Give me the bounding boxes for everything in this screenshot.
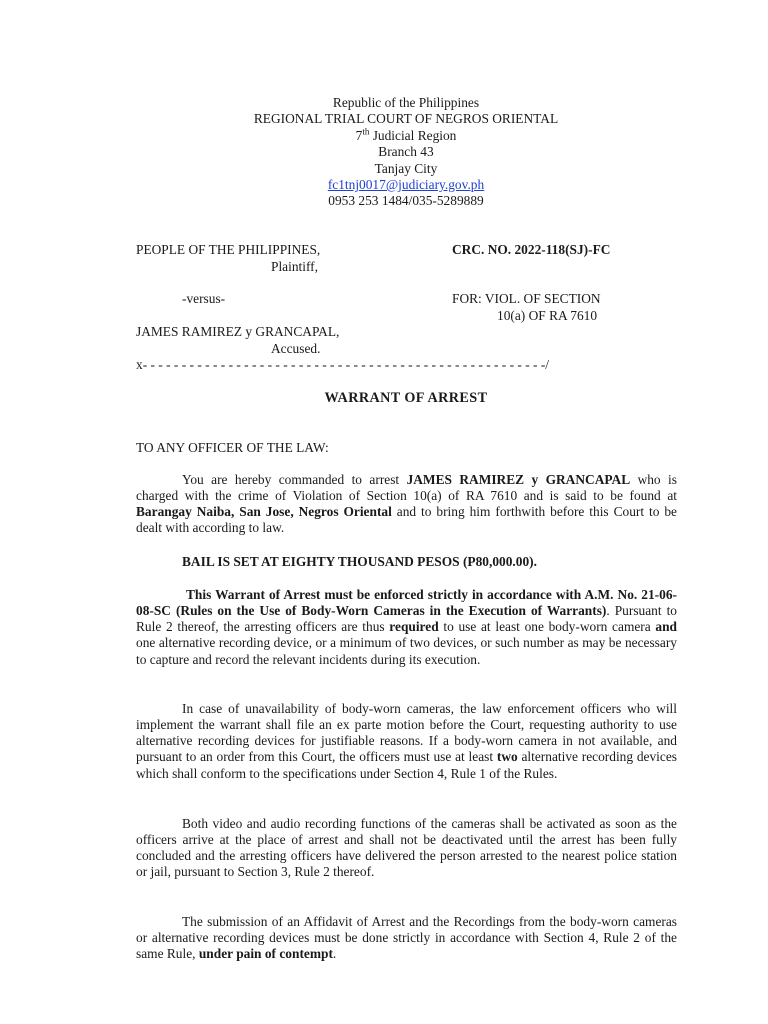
header-email[interactable] [0,177,768,193]
email-link[interactable]: fc1tnj0017@judiciary.gov.ph [327,177,485,192]
plaintiff-name: PEOPLE OF THE PHILIPPINES, [136,242,321,257]
header-city: Tanjay City [374,161,438,176]
case-number: CRC. NO. 2022-118(SJ)-FC [452,242,611,257]
header-court: REGIONAL TRIAL COURT OF NEGROS ORIENTAL [253,111,559,126]
paragraph-recording-functions: Both video and audio recording functions of the cameras shall be activated as soon as the officers arrive at the place of arrest and shall not be deactivated until the arrest has been fully concluded and the arresting officers have delivered the person arrested to the nearest police station or jail, pursuant to Section 3, Rule 2 thereof. [136,816,677,880]
header-phone: 0953 253 1484/035-5289889 [328,193,484,208]
paragraph-unavailability: In case of unavailability of body-worn cameras, the law enforcement officers who will implement the warrant shall file an ex parte motion before the Court, requesting authority to use alternative recording devices for justifiable reasons. If a body-worn camera in not available, and pursuant to an order from this Court, the officers must use at least two alternative recording devices which shall conform to the specifications under Section 4, Rule 1 of the Rules. [136,701,677,781]
offense-line-1: FOR: VIOL. OF SECTION [452,291,601,306]
header-region: 7th Judicial Region [355,126,457,143]
plaintiff-role: Plaintiff, [271,259,318,274]
header-branch: Branch 43 [378,144,434,159]
salutation: TO ANY OFFICER OF THE LAW: [136,440,329,455]
versus-label: -versus- [182,291,226,306]
header-republic: Republic of the Philippines [332,95,480,110]
accused-name: JAMES RAMIREZ y GRANCAPAL, [136,324,340,339]
paragraph-command: You are hereby commanded to arrest JAMES RAMIREZ y GRANCAPAL who is charged with the crime of Violation of Section 10(a) of RA 7610 and is said to be found at Barangay Naiba, San Jose, Negros Oriental and to bring him forthwith before this Court to be dealt with according to law. [136,472,678,536]
bail-notice: BAIL IS SET AT EIGHTY THOUSAND PESOS (P80,000.00). [182,554,537,569]
paragraph-affidavit: The submission of an Affidavit of Arrest and the Recordings from the body-worn cameras or alternative recording devices must be done strictly in accordance with Section 4, Rule 2 of the same Rule, under pain of contempt. [136,914,677,962]
paragraph-body-worn-cameras: This Warrant of Arrest must be enforced strictly in accordance with A.M. No. 21-06-08-SC (Rules on the Use of Body-Worn Cameras in the Execution of Warrants). Pursuant to Rule 2 thereof, the arresting officers are thus required to use at least one body-worn camera and one alternative recording device, or a minimum of two devices, or such number as may be necessary to capture and record the relevant incidents during its execution. [136,587,678,667]
document-title: WARRANT OF ARREST [324,390,488,406]
offense-line-2: 10(a) OF RA 7610 [497,308,598,323]
accused-role: Accused. [271,341,321,356]
caption-divider: x- - - - - - - - - - - - - - - - - - - - - - - - - - - - - - - - - - - - - - - - - - - - - - - - - - - -/ [136,357,550,372]
